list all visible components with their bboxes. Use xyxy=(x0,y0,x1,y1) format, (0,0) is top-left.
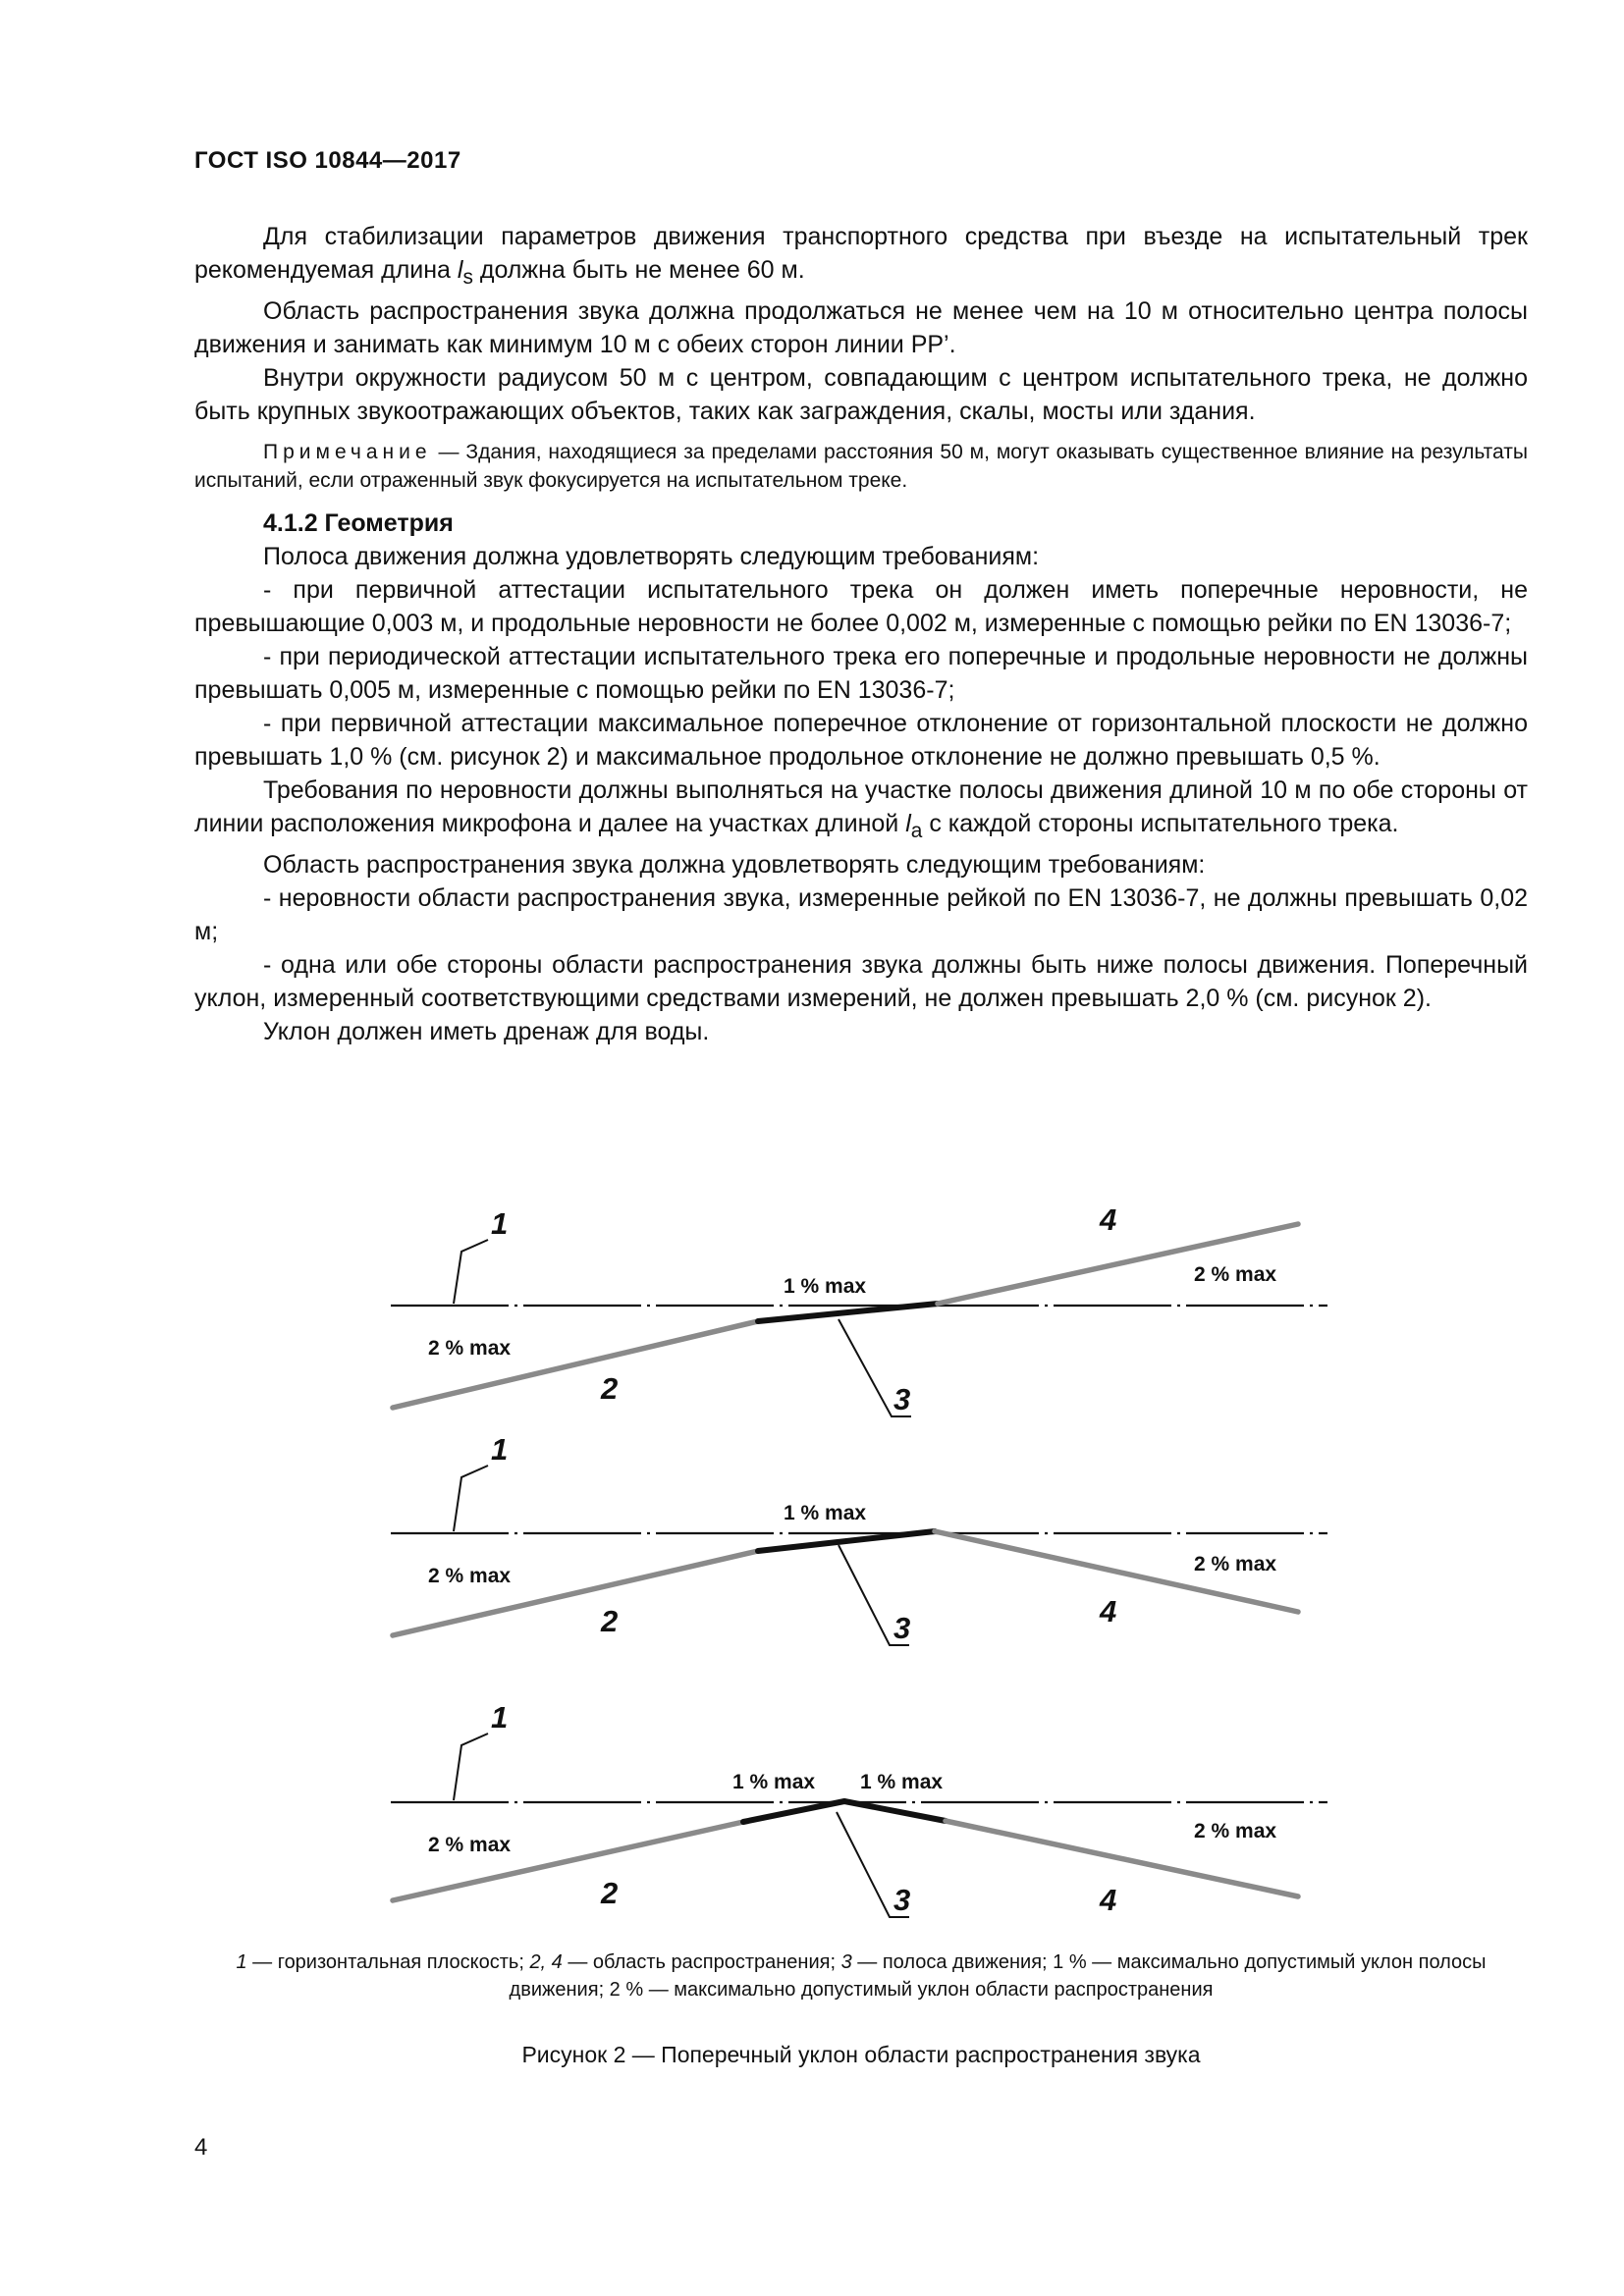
diagram-2 xyxy=(391,1432,1327,1645)
text-run: с каждой стороны испытательного трека. xyxy=(922,810,1399,837)
marker-2: 2 xyxy=(601,1371,619,1406)
legend-text: — полоса движения; 1 % — максимально допустимый уклон полосы движения; 2 % — максимально допустимый уклон области распространения xyxy=(509,1951,1487,2001)
driving-lane-left xyxy=(743,1801,844,1822)
leader-line-1 xyxy=(454,1466,488,1531)
subscript: s xyxy=(462,266,473,289)
paragraph: Область распространения звука должна удовлетворять следующим требованиям: xyxy=(263,851,1206,879)
slope-figure xyxy=(0,1178,1624,1944)
leader-line-1 xyxy=(454,1240,488,1304)
list-item: - при периодической аттестации испытательного трека его поперечные и продольные неровности не должны превышать 0,005 м, измеренные с помощью рейки по EN 13036-7; xyxy=(194,643,1528,704)
marker-2: 2 xyxy=(601,1876,619,1910)
list-item: - одна или обе стороны области распространения звука должны быть ниже полосы движения. Поперечный уклон, измеренный соответствующими средствами измерений, не должен превышать 2,0 % (см. рисунок 2). xyxy=(194,951,1528,1012)
marker-3: 3 xyxy=(893,1382,911,1416)
paragraph: Внутри окружности радиусом 50 м с центром, совпадающим с центром испытательного трека, не должно быть крупных звукоотражающих объектов, таких как заграждения, скалы, мосты или здания. xyxy=(194,364,1528,425)
page-number: 4 xyxy=(194,2134,208,2161)
paragraph xyxy=(194,774,1528,848)
legend-key: 2, 4 xyxy=(529,1951,563,1973)
marker-1: 1 xyxy=(491,1206,509,1241)
list-item: - при первичной аттестации испытательного трека он должен иметь поперечные неровности, не превышающие 0,003 м, и продольные неровности не более 0,002 м, измеренные с помощью рейки по EN 13036-7; xyxy=(194,576,1528,637)
propagation-area-left xyxy=(393,1551,758,1635)
legend-text: — горизонтальная плоскость; xyxy=(246,1951,530,1973)
text-run: должна быть не менее 60 м. xyxy=(472,256,805,284)
list-item: - при первичной аттестации максимальное поперечное отклонение от горизонтальной плоскости не должно превышать 1,0 % (см. рисунок 2) и максимальное продольное отклонение не должно превышать 0,5 %. xyxy=(194,710,1528,771)
marker-3: 3 xyxy=(893,1611,911,1645)
document-header: ГОСТ ISO 10844—2017 xyxy=(194,147,461,174)
diagram-3 xyxy=(391,1700,1327,1917)
marker-1: 1 xyxy=(491,1432,509,1467)
propagation-area-left xyxy=(393,1321,758,1408)
label-2pct: 2 % max xyxy=(428,1834,512,1856)
marker-3: 3 xyxy=(893,1883,911,1917)
marker-4: 4 xyxy=(1100,1594,1117,1629)
leader-line-1 xyxy=(454,1734,488,1800)
figure-caption: Рисунок 2 — Поперечный уклон области распространения звука xyxy=(521,2042,1201,2067)
subscript: a xyxy=(910,820,923,842)
driving-lane-right xyxy=(844,1801,946,1821)
marker-4: 4 xyxy=(1100,1202,1117,1237)
list-item: - неровности области распространения звука, измеренные рейкой по EN 13036-7, не должны превышать 0,02 м; xyxy=(194,884,1528,945)
section-heading: 4.1.2 Геометрия xyxy=(263,509,454,537)
marker-2: 2 xyxy=(601,1604,619,1638)
note-label: Примечание xyxy=(263,441,432,463)
legend-key: 1 xyxy=(236,1951,247,1973)
paragraph xyxy=(194,220,1528,294)
marker-4: 4 xyxy=(1100,1883,1117,1917)
variable: l xyxy=(905,810,911,837)
text-run: Требования по неровности должны выполняться на участке полосы движения длиной 10 м по обе стороны от линии расположения микрофона и далее на участках длиной xyxy=(194,776,1528,837)
label-1pct: 1 % max xyxy=(732,1771,816,1793)
paragraph: Полоса движения должна удовлетворять следующим требованиям: xyxy=(263,543,1040,570)
figure-legend xyxy=(194,1949,1528,2003)
note-text: — Здания, находящиеся за пределами расстояния 50 м, могут оказывать существенное влияние на результаты испытаний, если отраженный звук фокусируется на испытательном треке. xyxy=(194,441,1528,492)
body-text xyxy=(194,220,1528,1048)
label-2pct: 2 % max xyxy=(428,1337,512,1360)
label-2pct: 2 % max xyxy=(1194,1553,1277,1575)
diagram-1 xyxy=(391,1202,1327,1416)
label-2pct: 2 % max xyxy=(428,1565,512,1587)
variable: l xyxy=(457,256,463,284)
label-1pct: 1 % max xyxy=(860,1771,944,1793)
label-1pct: 1 % max xyxy=(784,1502,867,1524)
label-1pct: 1 % max xyxy=(784,1275,867,1298)
paragraph: Область распространения звука должна продолжаться не менее чем на 10 м относительно центра полосы движения и занимать как минимум 10 м с обеих сторон линии PP’. xyxy=(194,297,1528,358)
paragraph: Уклон должен иметь дренаж для воды. xyxy=(263,1018,710,1045)
legend-text: — область распространения; xyxy=(562,1951,841,1973)
label-2pct: 2 % max xyxy=(1194,1820,1277,1842)
text-run: Для стабилизации параметров движения транспортного средства при въезде на испытательный трек рекомендуемая длина xyxy=(194,223,1528,284)
note xyxy=(194,438,1528,495)
legend-key: 3 xyxy=(840,1951,852,1973)
marker-1: 1 xyxy=(491,1700,509,1735)
label-2pct: 2 % max xyxy=(1194,1263,1277,1286)
